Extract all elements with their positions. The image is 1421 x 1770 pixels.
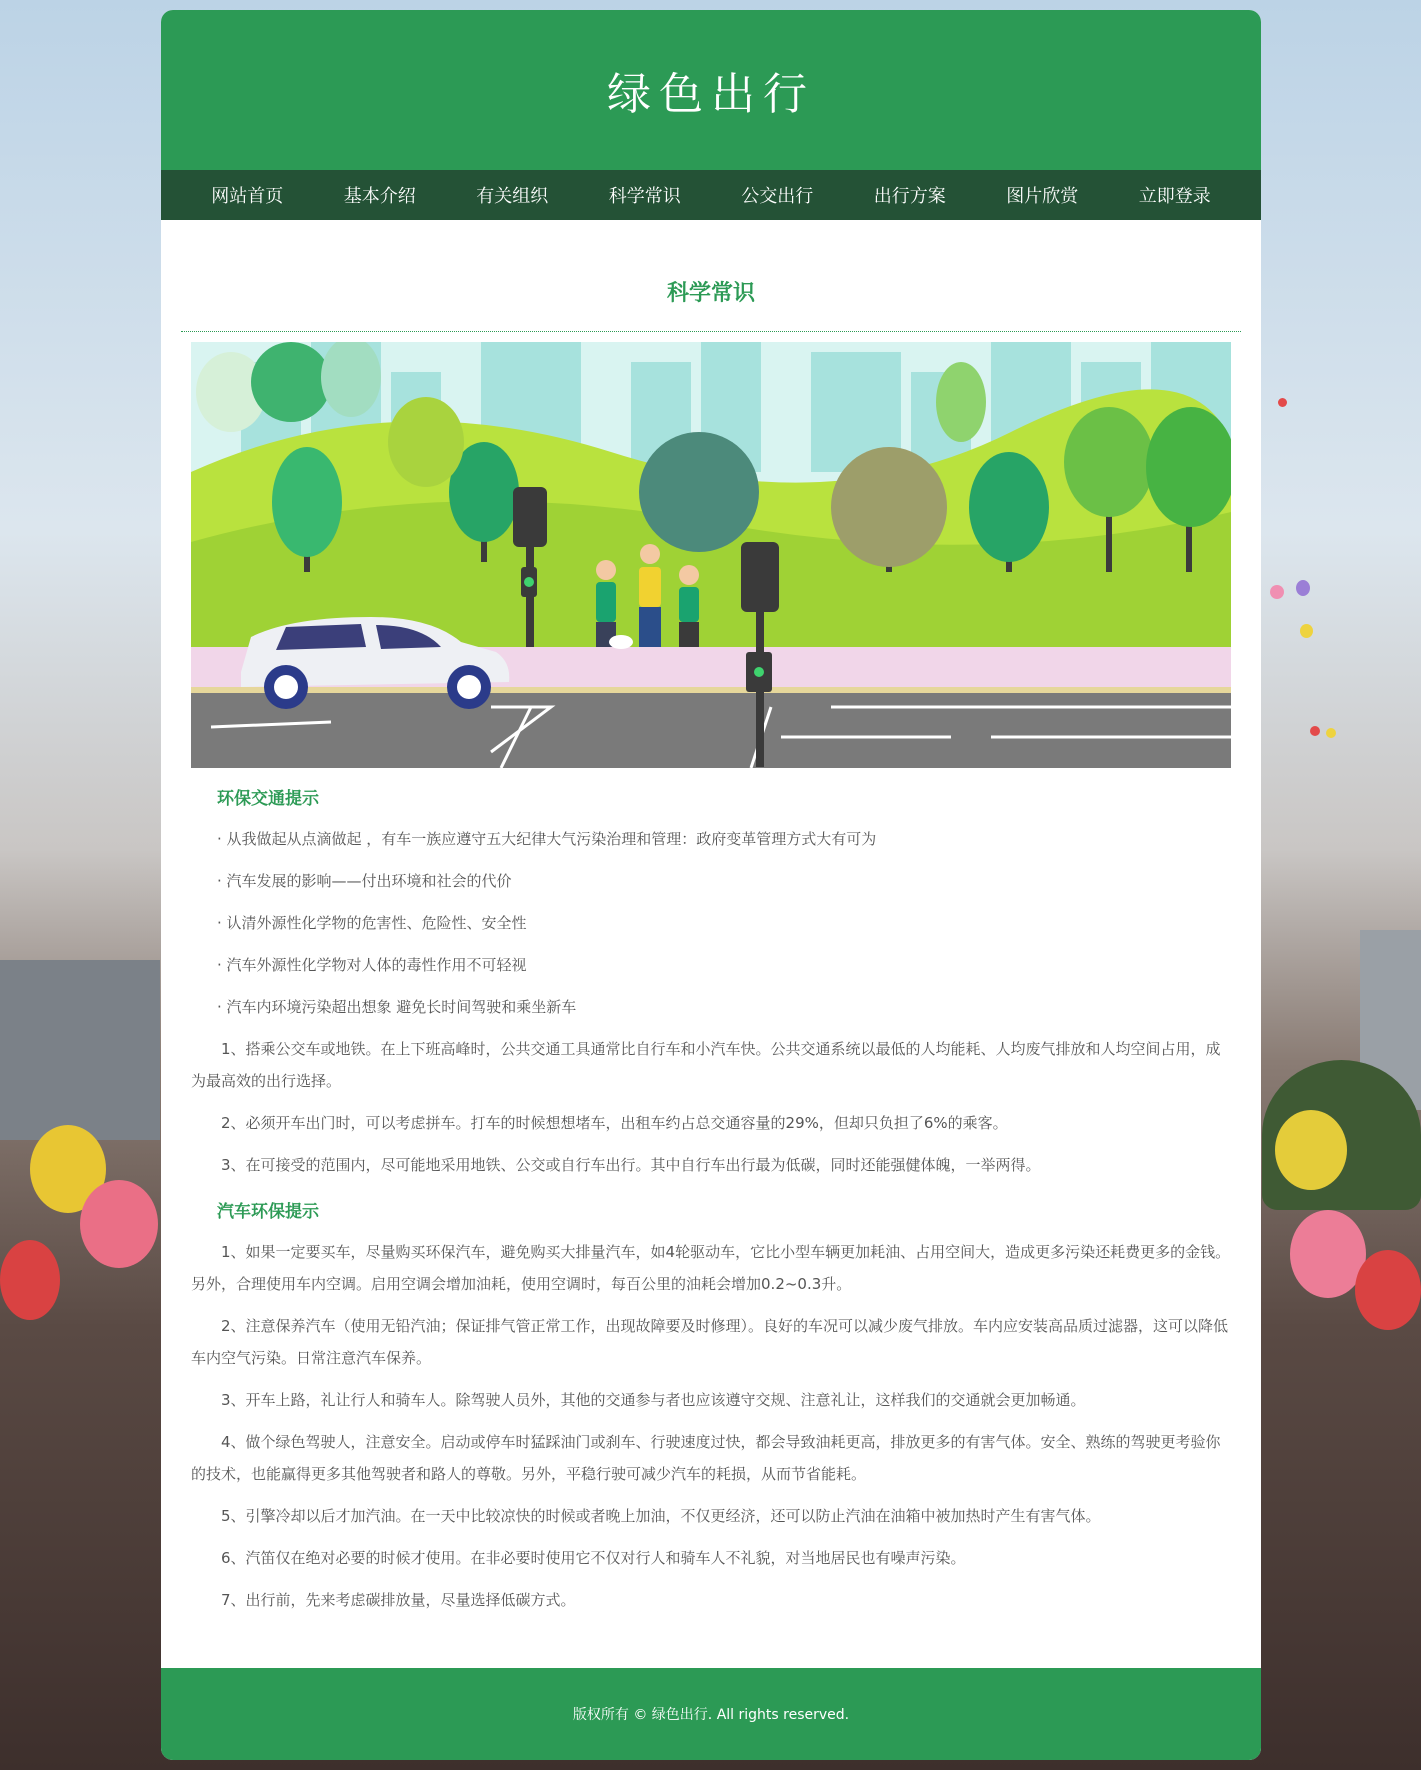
nav-item-login[interactable]: 立即登录 <box>1138 186 1211 207</box>
paragraph: 3、开车上路，礼让行人和骑车人。除驾驶人员外，其他的交通参与者也应该遵守交规、注意礼让，这样我们的交通就会更加畅通。 <box>221 1391 1086 1409</box>
balloon-decoration <box>1355 1250 1421 1330</box>
section-title-eco-traffic: 环保交通提示 <box>217 789 319 809</box>
nav-item-home[interactable]: 网站首页 <box>211 186 284 207</box>
list-item: · 从我做起从点滴做起 ，有车一族应遵守五大纪律大气污染治理和管理：政府变革管理方式大有可为 <box>217 830 877 848</box>
nav-item-intro[interactable]: 基本介绍 <box>343 186 416 207</box>
main-nav <box>161 170 1261 220</box>
balloon-decoration <box>1310 726 1320 736</box>
paragraph: 1、如果一定要买车，尽量购买环保汽车，避免购买大排量汽车，如4轮驱动车，它比小型车辆更加耗油、占用空间大，造成更多污染还耗费更多的金钱。另外，合理使用车内空调。启用空调会增加油耗，使用空调时，每百公里的油耗会增加0.2~0.3升。 <box>191 1243 1231 1293</box>
balloon-decoration <box>80 1180 158 1268</box>
heading-divider <box>181 331 1241 332</box>
nav-item-travel-plans[interactable]: 出行方案 <box>873 186 946 207</box>
background-building-left <box>0 960 160 1140</box>
paragraph: 2、注意保养汽车（使用无铅汽油；保证排气管正常工作，出现故障要及时修理）。良好的车况可以减少废气排放。车内应安装高品质过滤器，这可以降低车内空气污染。日常注意汽车保养。 <box>191 1317 1229 1367</box>
balloon-decoration <box>1275 1110 1347 1190</box>
site-title: 绿色出行 <box>607 69 815 120</box>
list-item: · 汽车发展的影响——付出环境和社会的代价 <box>217 872 512 890</box>
paragraph: 2、必须开车出门时，可以考虑拼车。打车的时候想想堵车，出租车约占总交通容量的29%，但却只负担了6%的乘客。 <box>221 1114 1008 1132</box>
list-item: · 认清外源性化学物的危害性、危险性、安全性 <box>217 914 527 932</box>
main-content <box>161 220 1261 1616</box>
balloon-decoration <box>1270 585 1284 599</box>
nav-item-gallery[interactable]: 图片欣赏 <box>1006 186 1079 207</box>
balloon-decoration <box>1296 580 1310 596</box>
nav-item-bus-travel[interactable]: 公交出行 <box>741 186 814 207</box>
page-title: 科学常识 <box>666 281 755 306</box>
main-container <box>161 10 1261 1760</box>
paragraph: 1、搭乘公交车或地铁。在上下班高峰时，公共交通工具通常比自行车和小汽车快。公共交通系统以最低的人均能耗、人均废气排放和人均空间占用，成为最高效的出行选择。 <box>191 1040 1221 1090</box>
paragraph: 4、做个绿色驾驶人，注意安全。启动或停车时猛踩油门或刹车、行驶速度过快，都会导致油耗更高，排放更多的有害气体。安全、熟练的驾驶更考验你的技术，也能赢得更多其他驾驶者和路人的尊敬。另外，平稳行驶可减少汽车的耗损，从而节省能耗。 <box>191 1433 1221 1483</box>
balloon-decoration <box>1278 398 1287 407</box>
section-title-car-eco: 汽车环保提示 <box>217 1202 319 1222</box>
paragraph: 6、汽笛仅在绝对必要的时候才使用。在非必要时使用它不仅对行人和骑车人不礼貌，对当地居民也有噪声污染。 <box>221 1549 966 1567</box>
balloon-decoration <box>1300 624 1313 638</box>
list-item: · 汽车内环境污染超出想象 避免长时间驾驶和乘坐新车 <box>217 998 577 1016</box>
copyright-text: 版权所有 © 绿色出行. All rights reserved. <box>572 1707 850 1723</box>
paragraph: 3、在可接受的范围内，尽可能地采用地铁、公交或自行车出行。其中自行车出行最为低碳，同时还能强健体魄，一举两得。 <box>221 1156 1041 1174</box>
banner-illustration <box>191 342 1231 768</box>
paragraph: 7、出行前，先来考虑碳排放量，尽量选择低碳方式。 <box>221 1591 576 1609</box>
nav-item-organizations[interactable]: 有关组织 <box>476 186 549 207</box>
site-header <box>161 10 1261 170</box>
paragraph: 5、引擎冷却以后才加汽油。在一天中比较凉快的时候或者晚上加油，不仅更经济，还可以防止汽油在油箱中被加热时产生有害气体。 <box>221 1507 1101 1525</box>
balloon-decoration <box>1326 728 1336 738</box>
nav-item-science[interactable]: 科学常识 <box>608 186 681 207</box>
site-footer <box>161 1668 1261 1760</box>
list-item: · 汽车外源性化学物对人体的毒性作用不可轻视 <box>217 956 527 974</box>
balloon-decoration <box>0 1240 60 1320</box>
